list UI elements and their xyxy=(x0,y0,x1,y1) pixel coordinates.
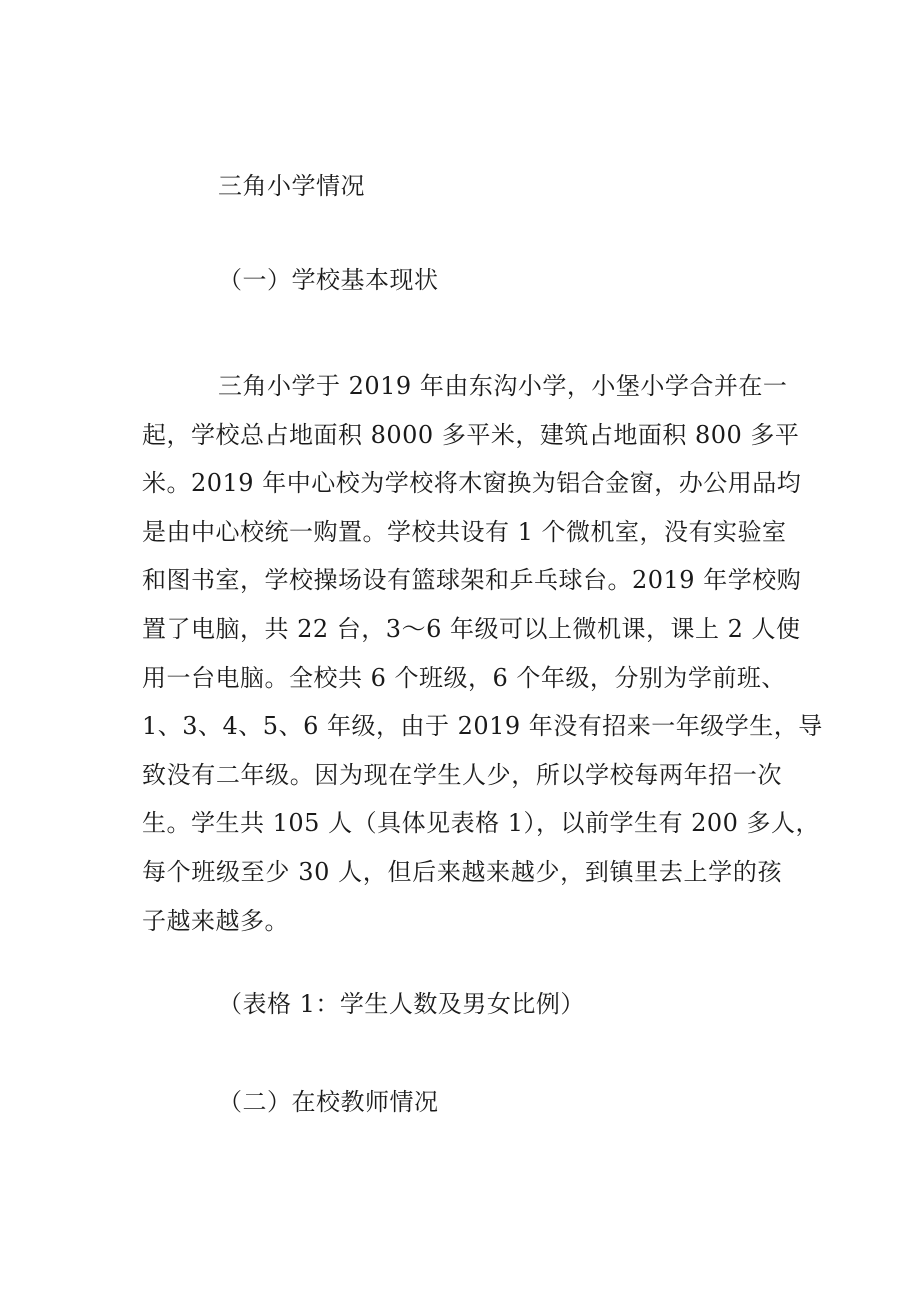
paragraph-line: 起，学校总占地面积 8000 多平米，建筑占地面积 800 多平 xyxy=(142,420,800,449)
paragraph-line: 生。学生共 105 人（具体见表格 1），以前学生有 200 多人， xyxy=(142,809,821,838)
paragraph-line: 子越来越多。 xyxy=(142,906,289,935)
paragraph-line: 致没有二年级。因为现在学生人少，所以学校每两年招一次 xyxy=(142,760,782,789)
paragraph-line: 三角小学于 2019 年由东沟小学，小堡小学合并在一 xyxy=(218,372,788,400)
paragraph-line: 置了电脑，共 22 台，3～6 年级可以上微机课，课上 2 人使 xyxy=(142,614,801,643)
document-title: 三角小学情况 xyxy=(218,172,365,200)
paragraph-line: 是由中心校统一购置。学校共设有 1 个微机室，没有实验室 xyxy=(142,517,787,546)
body-paragraph xyxy=(142,362,823,945)
table-caption: （表格 1：学生人数及男女比例） xyxy=(218,990,585,1018)
paragraph-line: 和图书室，学校操场设有篮球架和乒乓球台。2019 年学校购 xyxy=(142,566,802,595)
section-heading-basic-status: （一）学校基本现状 xyxy=(218,266,439,294)
section-heading-teachers: （二）在校教师情况 xyxy=(218,1088,439,1116)
paragraph-line: 每个班级至少 30 人，但后来越来越少，到镇里去上学的孩 xyxy=(142,857,782,886)
paragraph-line: 1、3、4、5、6 年级，由于 2019 年没有招来一年级学生，导 xyxy=(142,712,823,741)
paragraph-line: 米。2019 年中心校为学校将木窗换为铝合金窗，办公用品均 xyxy=(142,469,802,498)
paragraph-line: 用一台电脑。全校共 6 个班级，6 个年级，分别为学前班、 xyxy=(142,663,786,692)
